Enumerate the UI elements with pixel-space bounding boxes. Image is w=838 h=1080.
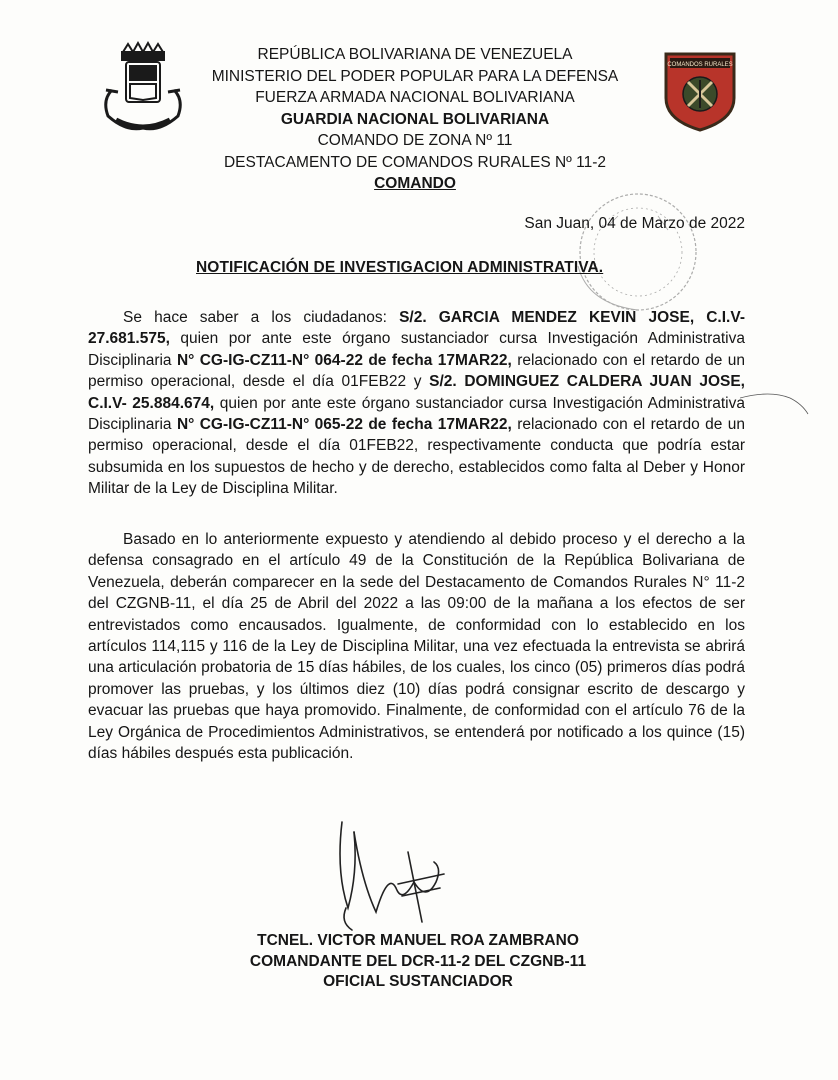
p1-text-5: relacionado con el retardo de un permiso operacional, desde el día 01FEB22, respectivamente conducta que podría estar subsumida en los supuestos de hecho y de derecho, establecidos como falta al Deber y Honor Militar de la Ley de Disciplina Militar. bbox=[88, 416, 745, 498]
p1-text-3: relacionado con el retardo de un permiso operacional, desde el día 01FEB22 y bbox=[88, 351, 745, 391]
p1-case-1: N° CG-IG-CZ11-N° 064-22 de fecha 17MAR22, bbox=[176, 351, 512, 369]
signature-block bbox=[218, 931, 618, 993]
header-line-ministry: MINISTERIO DEL PODER POPULAR PARA LA DEFENSA bbox=[211, 67, 619, 85]
signer-name: TCNEL. VICTOR MANUEL ROA ZAMBRANO bbox=[257, 932, 579, 949]
official-stamp-icon bbox=[548, 186, 718, 326]
p1-text-1: Se hace saber a los ciudadanos: bbox=[123, 309, 400, 326]
header-line-command: COMANDO bbox=[374, 175, 456, 192]
national-guard-crest-icon bbox=[98, 40, 188, 135]
badge-text: COMANDOS RURALES bbox=[667, 62, 733, 68]
paragraph-notification bbox=[88, 307, 745, 500]
comandos-rurales-badge-icon bbox=[660, 48, 740, 132]
header-line-force: FUERZA ARMADA NACIONAL BOLIVARIANA bbox=[255, 89, 575, 106]
header-line-detachment: DESTACAMENTO DE COMANDOS RURALES Nº 11-2 bbox=[223, 153, 607, 171]
signer-position: COMANDANTE DEL DCR-11-2 DEL CZGNB-11 bbox=[249, 952, 587, 970]
paragraph-summons: Basado en lo anteriormente expuesto y atendiendo al debido proceso y el derecho a la defensa consagrado en el artículo 49 de la Constitución de la República Bolivariana de Venezuela, deberán comparecer en la sede del Destacamento de Comandos Rurales N° 11-2 del CZGNB-11, el día 25 de Abril del 2022 a las 09:00 de la mañana a los efectos de ser entrevistados como encausados. Igualmente, de conformidad con lo establecido en los artículos 114,115 y 116 de la Ley de Disciplina Militar, una vez efectuada la entrevista se abrirá una articulación probatoria de 15 días hábiles, de los cuales, los cinco (05) primeros días podrá promover las pruebas, y los últimos diez (10) días podrá consignar escrito de descargo y evacuar las pruebas que haya promovido. Finalmente, de conformidad con el artículo 76 de la Ley Orgánica de Procedimientos Administrativos, se entenderá por notificado a los quince (15) días hábiles después esta publicación. bbox=[88, 531, 745, 763]
pen-stroke-mark bbox=[740, 388, 810, 418]
p1-case-2: N° CG-IG-CZ11-N° 065-22 de fecha 17MAR22, bbox=[176, 416, 512, 434]
header-line-zone: COMANDO DE ZONA Nº 11 bbox=[317, 132, 513, 149]
signer-role: OFICIAL SUSTANCIADOR bbox=[323, 973, 513, 990]
p1-person-2: S/2. DOMINGUEZ CALDERA JUAN JOSE, C.I.V- 25.884.674, bbox=[88, 373, 745, 412]
header-line-guard: GUARDIA NACIONAL BOLIVARIANA bbox=[280, 110, 550, 128]
document-date: San Juan, 04 de Marzo de 2022 bbox=[524, 215, 745, 232]
p1-text-2: quien por ante este órgano sustanciador cursa Investigación Administrativa Disciplinaria bbox=[88, 330, 745, 369]
p1-text-4: quien por ante este órgano sustanciador cursa Investigación Administrativa Disciplinaria bbox=[88, 394, 745, 434]
document-title: NOTIFICACIÓN DE INVESTIGACION ADMINISTRATIVA. bbox=[196, 259, 604, 276]
handwritten-signature bbox=[318, 812, 458, 937]
header-line-country: REPÚBLICA BOLIVARIANA DE VENEZUELA bbox=[257, 46, 573, 63]
p1-person-1: S/2. GARCIA MENDEZ KEVIN JOSE, C.I.V- 27.681.575, bbox=[88, 309, 745, 348]
document-header bbox=[180, 44, 650, 195]
